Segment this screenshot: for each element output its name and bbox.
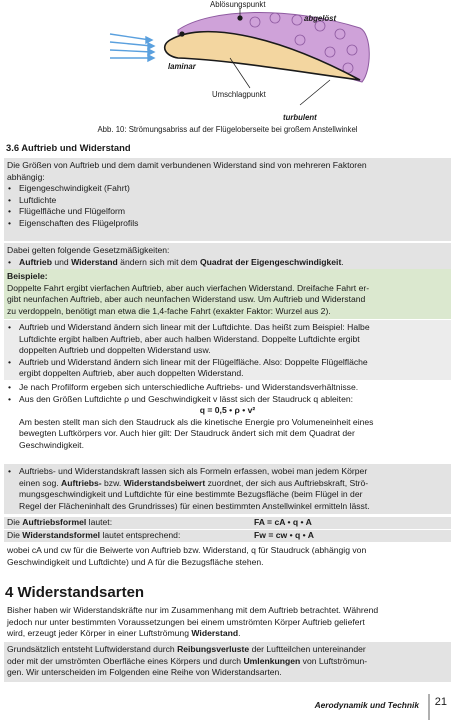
footer-title: Aerodynamik und Technik — [314, 700, 419, 710]
density-box — [4, 320, 451, 380]
laws-line: Dabei gelten folgende Gesetzmäßigkeiten: — [7, 245, 170, 255]
density-line: • Auftrieb und Widerstand ändern sich linear mit der Luftdichte. Das heißt zum Beispiel: Halbe — [19, 322, 370, 332]
factor-item: • Flügelfläche und Flügelform — [7, 206, 448, 218]
chapter-line: jedoch nur unter bestimmten Voraussetzungen bei einem umströmten Körper Auftrieb geliefert — [7, 616, 365, 627]
chapter-line: Bisher haben wir Widerstandskräfte nur im Zusammenhang mit dem Auftrieb betrachtet. Während — [7, 605, 379, 615]
airfoil-figure — [0, 0, 455, 122]
label-abgeloest: abgelöst — [304, 14, 337, 23]
formula-note — [4, 543, 451, 569]
laws-bullet — [7, 257, 448, 269]
auftriebsformel-row: Die Auftriebsformel lautet: FA = cA • q • A — [4, 517, 451, 529]
density-line: Luftdichte ergibt halben Auftrieb, aber auch halben Widerstand. Doppelte Luftdichte ergibt — [19, 333, 360, 344]
umschlagpunkt-marker — [179, 31, 184, 36]
figure-caption: Abb. 10: Strömungsabriss auf der Flügeloberseite bei großem Anstellwinkel — [97, 125, 358, 134]
section-title: 3.6 Auftrieb und Widerstand — [6, 142, 131, 153]
laws-text: ändern sich mit dem — [117, 256, 200, 267]
chapter-title: 4 Widerstandsarten — [5, 584, 145, 601]
examples-title: Beispiele: — [7, 271, 48, 281]
forces-box — [4, 464, 451, 514]
examples-line: Doppelte Fahrt ergibt vierfachen Auftrieb, aber auch vierfachen Widerstand. Dreifache Fahrt er- — [7, 282, 370, 293]
forces-line: mungsgeschwindigkeit und Luftdichte für eine bestimmte Bezugsfläche (beim Flügel in der — [19, 489, 363, 500]
intro-box — [4, 158, 451, 241]
intro-line: Die Größen von Auftrieb und dem damit verbundenen Widerstand sind von mehreren Faktoren — [7, 160, 367, 170]
widerstandsformel-row: Die Widerstandsformel lautet entsprechend: Fw = cw • q • A — [4, 530, 451, 542]
forces-line: Regel der Flächeninhalt des Grundrisses) für einen bestimmten Anstellwinkel ermitteln lässt. — [19, 500, 370, 511]
staudruck-section — [4, 380, 451, 464]
note-line: wobei cA und cw für die Beiwerte von Auftrieb bzw. Widerstand, q für Staudruck (abhängig von — [7, 545, 367, 555]
chapter-intro — [4, 603, 451, 641]
chapter-line: wird, erzeugt jeder Körper in einer Luftströmung Widerstand. — [7, 628, 241, 639]
staudruck-line: Am besten stellt man sich den Staudruck als die kinetische Energie pro Volumeneinheit eines — [19, 416, 374, 427]
staudruck-formula: q = 0,5 • ρ • v² — [199, 405, 256, 416]
airflow-arrows — [110, 34, 154, 61]
forces-line: einen sog. Auftriebs- bzw. Widerstandsbeiwert zuordnet, der sich aus Auftriebskraft, Strö- — [19, 477, 369, 488]
area-line: ergibt doppelten Auftrieb, aber auch doppelten Widerstand. — [19, 368, 244, 379]
forces-bullet — [7, 466, 448, 512]
area-bullet — [7, 357, 448, 380]
airfoil-diagram — [0, 0, 455, 118]
area-line: • Auftrieb und Widerstand ändern sich linear mit der Flügelfläche. Also: Doppelte Flügelfläche — [19, 356, 368, 367]
profile-bullet: • Je nach Profilform ergeben sich unterschiedliche Auftriebs- und Widerstandsverhältnisse. — [7, 382, 448, 394]
laws-bold-quadrat: Quadrat der Eigengeschwindigkeit — [199, 256, 342, 267]
auftriebsformel: FA = cA • q • A — [254, 517, 312, 527]
factor-item: • Eigengeschwindigkeit (Fahrt) — [7, 183, 448, 195]
density-bullet — [7, 322, 448, 357]
page-number: 21 — [434, 696, 447, 708]
staudruck-line: Geschwindigkeit. — [19, 439, 84, 450]
factor-item: • Luftdichte — [7, 195, 448, 207]
intro-line: abhängig: — [7, 171, 45, 182]
staudruck-bullet: • Aus den Größen Luftdichte ρ und Geschwindigkeit v lässt sich der Staudruck q ableiten: — [7, 394, 448, 406]
label-laminar: laminar — [168, 62, 196, 71]
footer-divider — [428, 694, 430, 720]
examples-box — [4, 269, 451, 319]
laws-bold-auftrieb: Auftrieb — [19, 256, 52, 267]
laws-bold-widerstand: Widerstand — [71, 256, 118, 267]
label-abloesungspunkt: Ablösungspunkt — [210, 0, 266, 9]
factor-item: • Eigenschaften des Flügelprofils — [7, 218, 448, 230]
forces-line: • Auftriebs- und Widerstandskraft lassen sich als Formeln erfassen, wobei man jedem Körper — [19, 466, 368, 476]
laws-box — [4, 243, 451, 269]
laws-text: und — [51, 256, 72, 267]
note-line: Geschwindigkeit und Luftdichte) und A für die Bezugsfläche stehen. — [7, 556, 264, 567]
widerstandsformel: Fw = cw • q • A — [254, 530, 314, 540]
widerstand-line: Grundsätzlich entsteht Luftwiderstand durch Reibungsverluste der Luftteilchen untereinander — [7, 644, 366, 654]
density-line: doppelten Auftrieb und doppelten Widerstand usw. — [19, 345, 211, 356]
widerstand-line: gen. Wir unterscheiden im Folgenden eine Reihe von Widerstandsarten. — [7, 667, 282, 678]
examples-line: zu verdoppeln, benötigt man etwa die 1,4-fache Fahrt (exakter Faktor: Wurzel aus 2). — [7, 305, 331, 316]
laws-text: . — [341, 256, 344, 267]
widerstand-box — [4, 642, 451, 682]
examples-line: gibt neunfachen Auftrieb, aber auch neunfachen Widerstand usw. Um Auftrieb und Widerstand — [7, 294, 366, 305]
staudruck-line: bewegten Luftkörpers vor. Auch hier gilt: Der Staudruck ändert sich mit dem Quadrat der — [19, 428, 355, 439]
label-umschlagpunkt: Umschlagpunkt — [212, 90, 266, 99]
label-turbulent: turbulent — [283, 113, 317, 122]
widerstand-line: oder mit der umströmten Oberfläche eines Körpers und durch Umlenkungen von Luftströmun- — [7, 655, 368, 666]
